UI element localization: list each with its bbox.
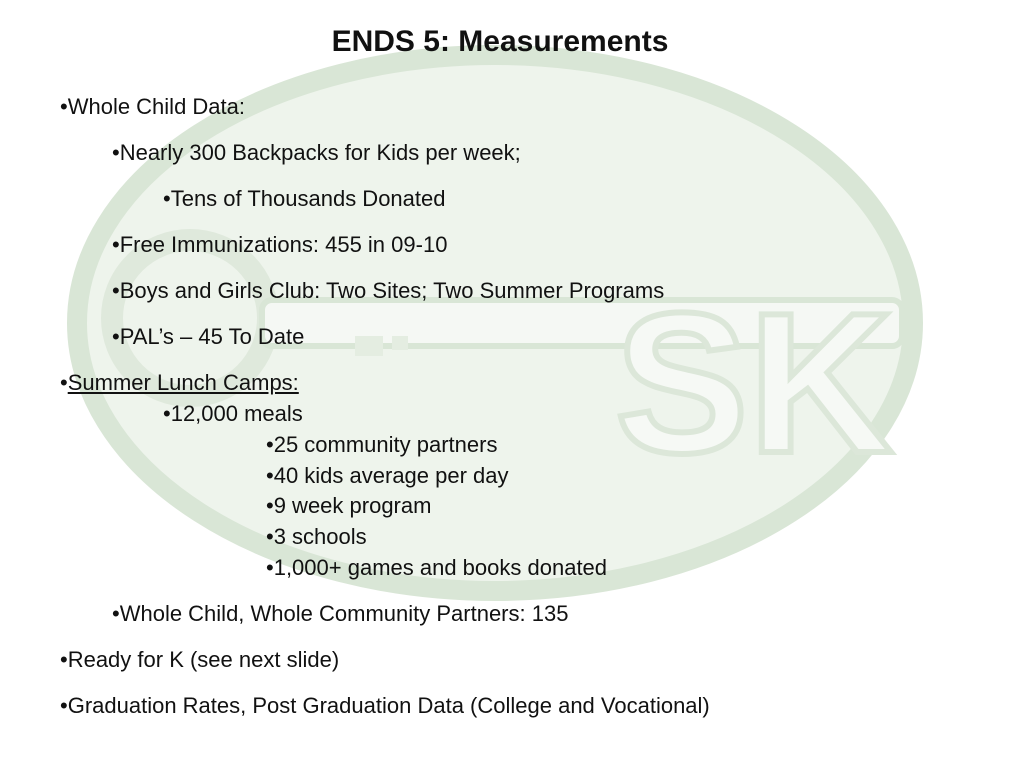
bullet-line-11: •9 week program (266, 493, 432, 518)
bullet-line-14: •Whole Child, Whole Community Partners: 135 (112, 601, 569, 626)
bullet-line-1: •Whole Child Data: (60, 94, 246, 119)
bullet-line-16: •Graduation Rates, Post Graduation Data (College and Vocational) (60, 693, 710, 718)
bullet-line-7: •Summer Lunch Camps: (60, 370, 299, 395)
bullet-line-13: •1,000+ games and books donated (266, 555, 608, 580)
bullet-line-2: •Nearly 300 Backpacks for Kids per week; (112, 140, 521, 165)
bullet-line-12: •3 schools (266, 524, 367, 549)
bullet-line-3: •Tens of Thousands Donated (163, 186, 446, 211)
bullet-line-15: •Ready for K (see next slide) (60, 647, 340, 672)
bullet-line-4: •Free Immunizations: 455 in 09-10 (112, 232, 448, 257)
bullet-line-8: •12,000 meals (163, 401, 303, 426)
slide-title: ENDS 5: Measurements (331, 25, 669, 58)
logo-text: SK (615, 272, 893, 495)
bullet-line-10: •40 kids average per day (266, 463, 509, 488)
bullet-line-6: •PAL’s – 45 To Date (112, 324, 305, 349)
bullet-line-9: •25 community partners (266, 432, 498, 457)
bullet-line-5: •Boys and Girls Club: Two Sites; Two Summer Programs (112, 278, 665, 303)
